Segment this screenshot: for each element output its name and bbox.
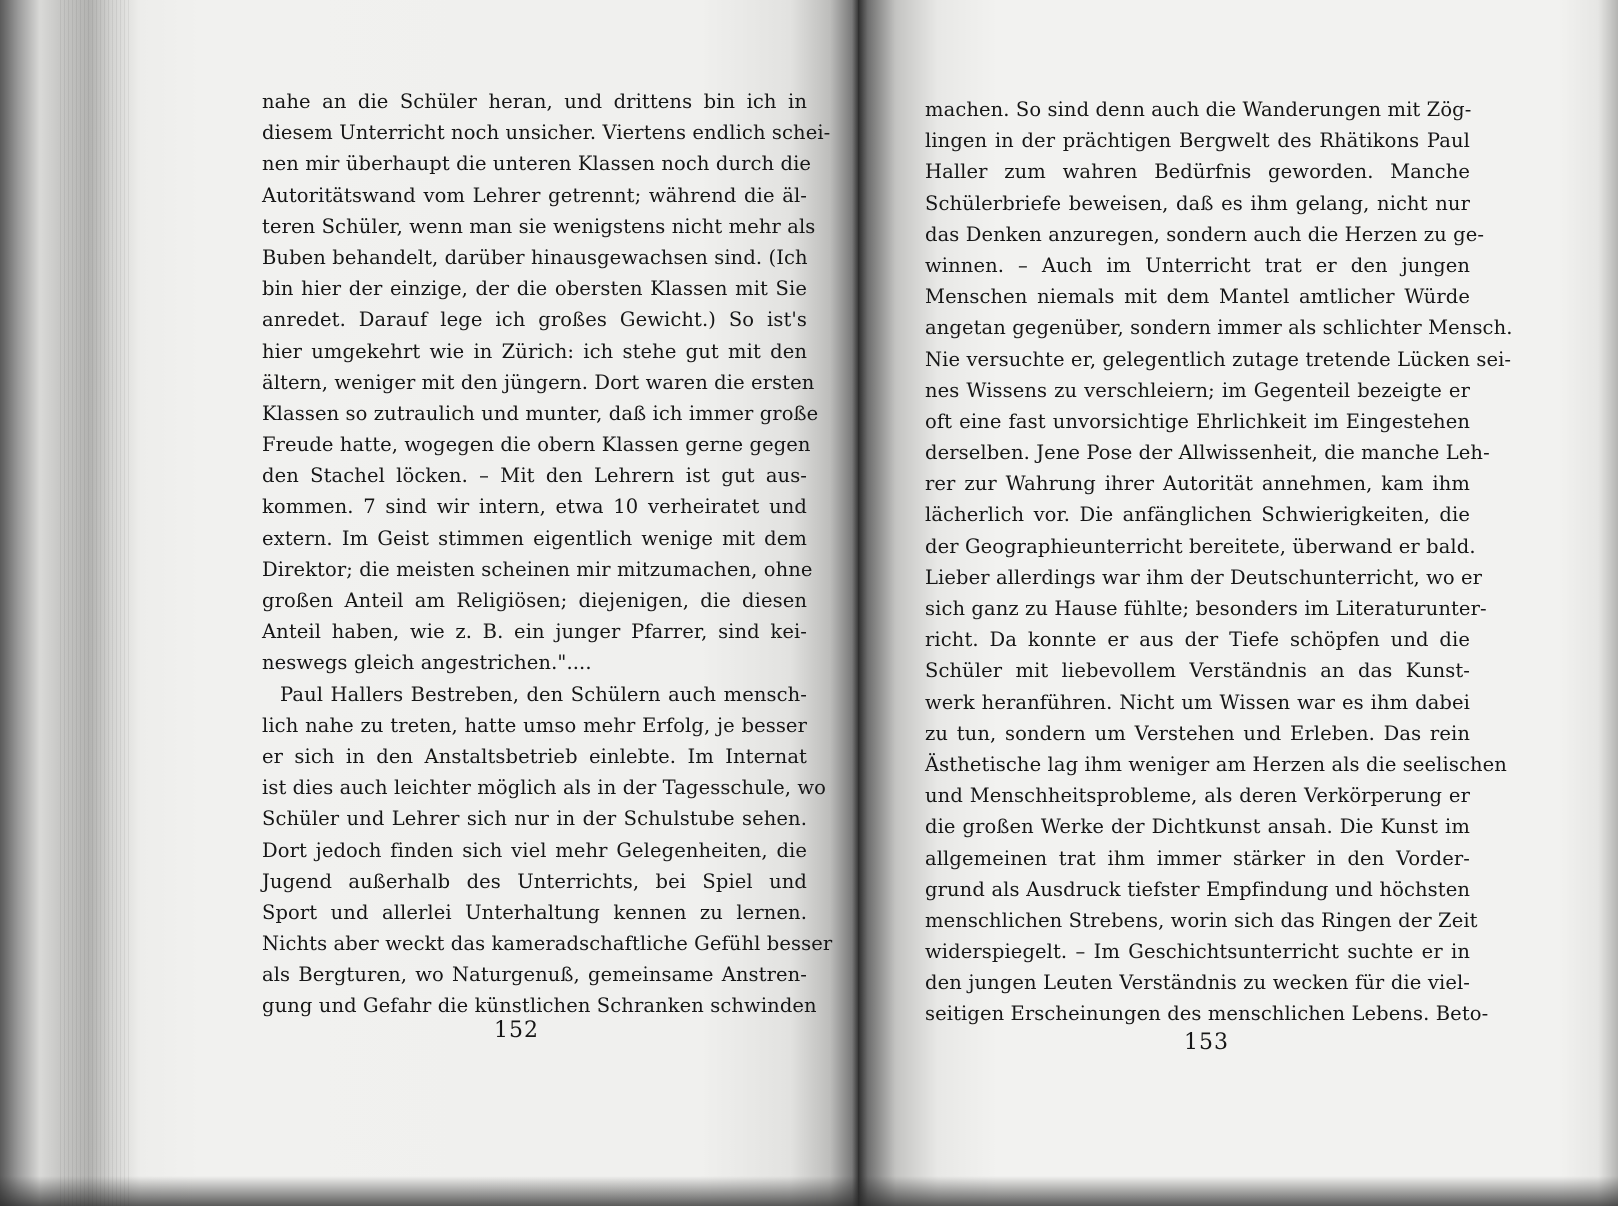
text-line: extern. Im Geist stimmen eigentlich wenige mit dem bbox=[262, 526, 807, 550]
text-line: Nichts aber weckt das kameradschaftliche Gefühl besser bbox=[262, 932, 833, 956]
text-line: kommen. 7 sind wir intern, etwa 10 verheiratet und bbox=[262, 495, 807, 519]
text-line: lingen in der prächtigen Bergwelt des Rhätikons Paul bbox=[925, 129, 1470, 153]
text-line: Buben behandelt, darüber hinausgewachsen sind. (Ich bbox=[262, 245, 808, 269]
text-line: allgemeinen trat ihm immer stärker in den Vorder- bbox=[925, 846, 1470, 870]
page-edges bbox=[60, 0, 130, 1206]
text-line: nes Wissens zu verschleiern; im Gegenteil bezeigte er bbox=[925, 378, 1470, 402]
text-line: ist dies auch leichter möglich als in der Tagesschule, wo bbox=[262, 776, 826, 800]
text-line: lächerlich vor. Die anfänglichen Schwierigkeiten, die bbox=[925, 503, 1470, 527]
text-line: nahe an die Schüler heran, und drittens bin ich in bbox=[262, 90, 807, 113]
text-line: Nie versuchte er, gelegentlich zutage tretende Lücken sei- bbox=[925, 347, 1512, 371]
text-line: Freude hatte, wogegen die obern Klassen gerne gegen bbox=[262, 433, 811, 457]
text-line: Lieber allerdings war ihm der Deutschunterricht, wo er bbox=[925, 565, 1483, 589]
text-line: Klassen so zutraulich und munter, daß ich immer große bbox=[262, 401, 819, 425]
text-line: grund als Ausdruck tiefster Empfindung und höchsten bbox=[925, 877, 1470, 901]
right-page-text bbox=[925, 94, 1513, 1030]
text-line: Schüler und Lehrer sich nur in der Schulstube sehen. bbox=[262, 807, 807, 831]
text-line: nen mir überhaupt die unteren Klassen noch durch die bbox=[262, 152, 812, 176]
text-line: als Bergturen, wo Naturgenuß, gemeinsame Anstren- bbox=[262, 963, 807, 987]
text-line: zu tun, sondern um Verstehen und Erleben. Das rein bbox=[925, 721, 1470, 745]
text-line: Menschen niemals mit dem Mantel amtlicher Würde bbox=[925, 285, 1470, 309]
text-line: Dort jedoch finden sich viel mehr Gelegenheiten, die bbox=[262, 838, 807, 862]
right-page-number: 153 bbox=[1184, 1030, 1229, 1055]
text-line: richt. Da konnte er aus der Tiefe schöpfen und die bbox=[925, 628, 1470, 652]
text-line: Paul Hallers Bestreben, den Schülern auch mensch- bbox=[280, 682, 807, 706]
text-line: anredet. Darauf lege ich großes Gewicht.) So ist's bbox=[262, 308, 807, 332]
text-line: Haller zum wahren Bedürfnis geworden. Manche bbox=[925, 160, 1470, 184]
text-line: Sport und allerlei Unterhaltung kennen zu lernen. bbox=[262, 900, 807, 924]
text-line: gung und Gefahr die künstlichen Schranken schwinden bbox=[262, 994, 817, 1018]
text-line: hier umgekehrt wie in Zürich: ich stehe gut mit den bbox=[262, 339, 807, 363]
text-line: das Denken anzuregen, sondern auch die Herzen zu ge- bbox=[925, 222, 1485, 246]
text-line: machen. So sind denn auch die Wanderungen mit Zög- bbox=[925, 98, 1472, 121]
text-line: Autoritätswand vom Lehrer getrennt; während die äl- bbox=[262, 183, 807, 207]
text-line: Ästhetische lag ihm weniger am Herzen als die seelischen bbox=[925, 752, 1507, 776]
text-line: menschlichen Strebens, worin sich das Ringen der Zeit bbox=[925, 908, 1478, 932]
text-line: den jungen Leuten Verständnis zu wecken für die viel- bbox=[925, 971, 1470, 995]
text-line: seitigen Erscheinungen des menschlichen Lebens. Beto- bbox=[925, 1002, 1489, 1026]
text-line: neswegs gleich angestrichen.".... bbox=[262, 651, 592, 675]
text-line: bin hier der einzige, der die obersten Klassen mit Sie bbox=[262, 277, 807, 301]
text-line: werk heranführen. Nicht um Wissen war es ihm dabei bbox=[925, 690, 1470, 714]
text-line: und Menschheitsprobleme, als deren Verkörperung er bbox=[925, 784, 1470, 808]
left-page-text bbox=[262, 86, 833, 1022]
text-line: winnen. – Auch im Unterricht trat er den jungen bbox=[925, 253, 1470, 277]
text-line: Schülerbriefe beweisen, daß es ihm gelang, nicht nur bbox=[925, 191, 1470, 215]
text-line: oft eine fast unvorsichtige Ehrlichkeit im Eingestehen bbox=[925, 409, 1470, 433]
left-page-number: 152 bbox=[494, 1018, 539, 1043]
text-line: den Stachel löcken. – Mit den Lehrern ist gut aus- bbox=[262, 464, 807, 488]
text-line: lich nahe zu treten, hatte umso mehr Erfolg, je besser bbox=[262, 713, 807, 737]
text-line: die großen Werke der Dichtkunst ansah. Die Kunst im bbox=[925, 815, 1470, 839]
text-line: Jugend außerhalb des Unterrichts, bei Spiel und bbox=[262, 869, 807, 893]
text-line: diesem Unterricht noch unsicher. Viertens endlich schei- bbox=[262, 121, 831, 145]
text-line: großen Anteil am Religiösen; diejenigen, die diesen bbox=[262, 589, 807, 612]
text-line: Schüler mit liebevollem Verständnis an das Kunst- bbox=[925, 659, 1470, 683]
text-line: widerspiegelt. – Im Geschichtsunterricht suchte er in bbox=[925, 940, 1470, 964]
text-line: angetan gegenüber, sondern immer als schlichter Mensch. bbox=[925, 316, 1513, 340]
text-line: Anteil haben, wie z. B. ein junger Pfarrer, sind kei- bbox=[262, 620, 807, 644]
text-line: sich ganz zu Hause fühlte; besonders im Literaturunter- bbox=[925, 597, 1487, 620]
bottom-shadow bbox=[0, 1176, 1618, 1206]
text-line: rer zur Wahrung ihrer Autorität annehmen, kam ihm bbox=[925, 472, 1470, 496]
text-line: ältern, weniger mit den jüngern. Dort waren die ersten bbox=[262, 370, 815, 394]
text-line: teren Schüler, wenn man sie wenigstens nicht mehr als bbox=[262, 214, 816, 238]
text-line: Direktor; die meisten scheinen mir mitzumachen, ohne bbox=[262, 557, 813, 581]
text-line: derselben. Jene Pose der Allwissenheit, die manche Leh- bbox=[925, 441, 1490, 465]
text-line: der Geographieunterricht bereitete, überwand er bald. bbox=[925, 534, 1476, 558]
text-line: er sich in den Anstaltsbetrieb einlebte. Im Internat bbox=[262, 744, 807, 768]
